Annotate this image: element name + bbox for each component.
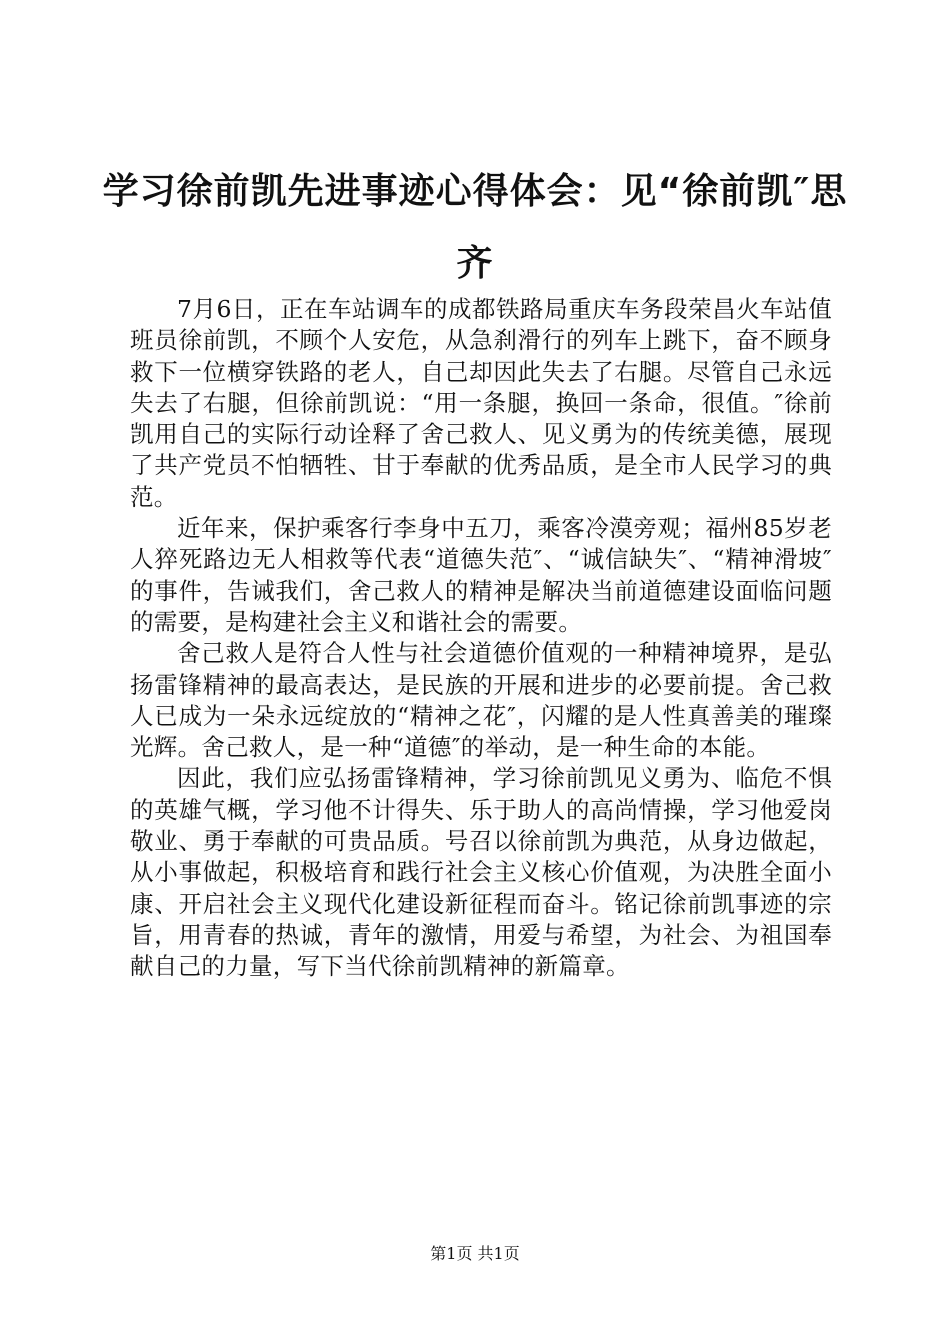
paragraph-1: 7月6日，正在车站调车的成都铁路局重庆车务段荣昌火车站值班员徐前凯，不顾个人安危，从急刹滑行的列车上跳下，奋不顾身救下一位横穿铁路的老人，自己却因此失去了右腿。尽管自己永远失去了右腿，但徐前凯说：“用一条腿，换回一条命，很值。″徐前凯用自己的实际行动诠释了舍己救人、见义勇为的传统美德，展现了共产党员不怕牺牲、甘于奉献的优秀品质，是全市人民学习的典范。 xyxy=(130,295,832,511)
paragraph-2: 近年来，保护乘客行李身中五刀，乘客冷漠旁观；福州85岁老人猝死路边无人相救等代表“道德失范″、“诚信缺失″、“精神滑坡″的事件，告诫我们，舍己救人的精神是解决当前道德建设面临问题的需要，是构建社会主义和谐社会的需要。 xyxy=(130,514,832,636)
document-title: 学习徐前凯先进事迹心得体会：见“徐前凯″思齐 xyxy=(102,171,848,284)
paragraph-3: 舍己救人是符合人性与社会道德价值观的一种精神境界，是弘扬雷锋精神的最高表达，是民族的开展和进步的必要前提。舍己救人已成为一朵永远绽放的“精神之花″，闪耀的是人性真善美的璀璨光辉。舍己救人，是一种“道德″的举动，是一种生命的本能。 xyxy=(130,639,832,762)
document-body xyxy=(130,294,832,983)
page-footer: 第1页 共1页 xyxy=(430,1244,520,1263)
paragraph-4: 因此，我们应弘扬雷锋精神，学习徐前凯见义勇为、临危不惧的英雄气概，学习他不计得失、乐于助人的高尚情操，学习他爱岗敬业、勇于奉献的可贵品质。号召以徐前凯为典范，从身边做起，从小事做起，积极培育和践行社会主义核心价值观，为决胜全面小康、开启社会主义现代化建设新征程而奋斗。铭记徐前凯事迹的宗旨，用青春的热诚，青年的激情，用爱与希望，为社会、为祖国奉献自己的力量，写下当代徐前凯精神的新篇章。 xyxy=(130,764,832,981)
